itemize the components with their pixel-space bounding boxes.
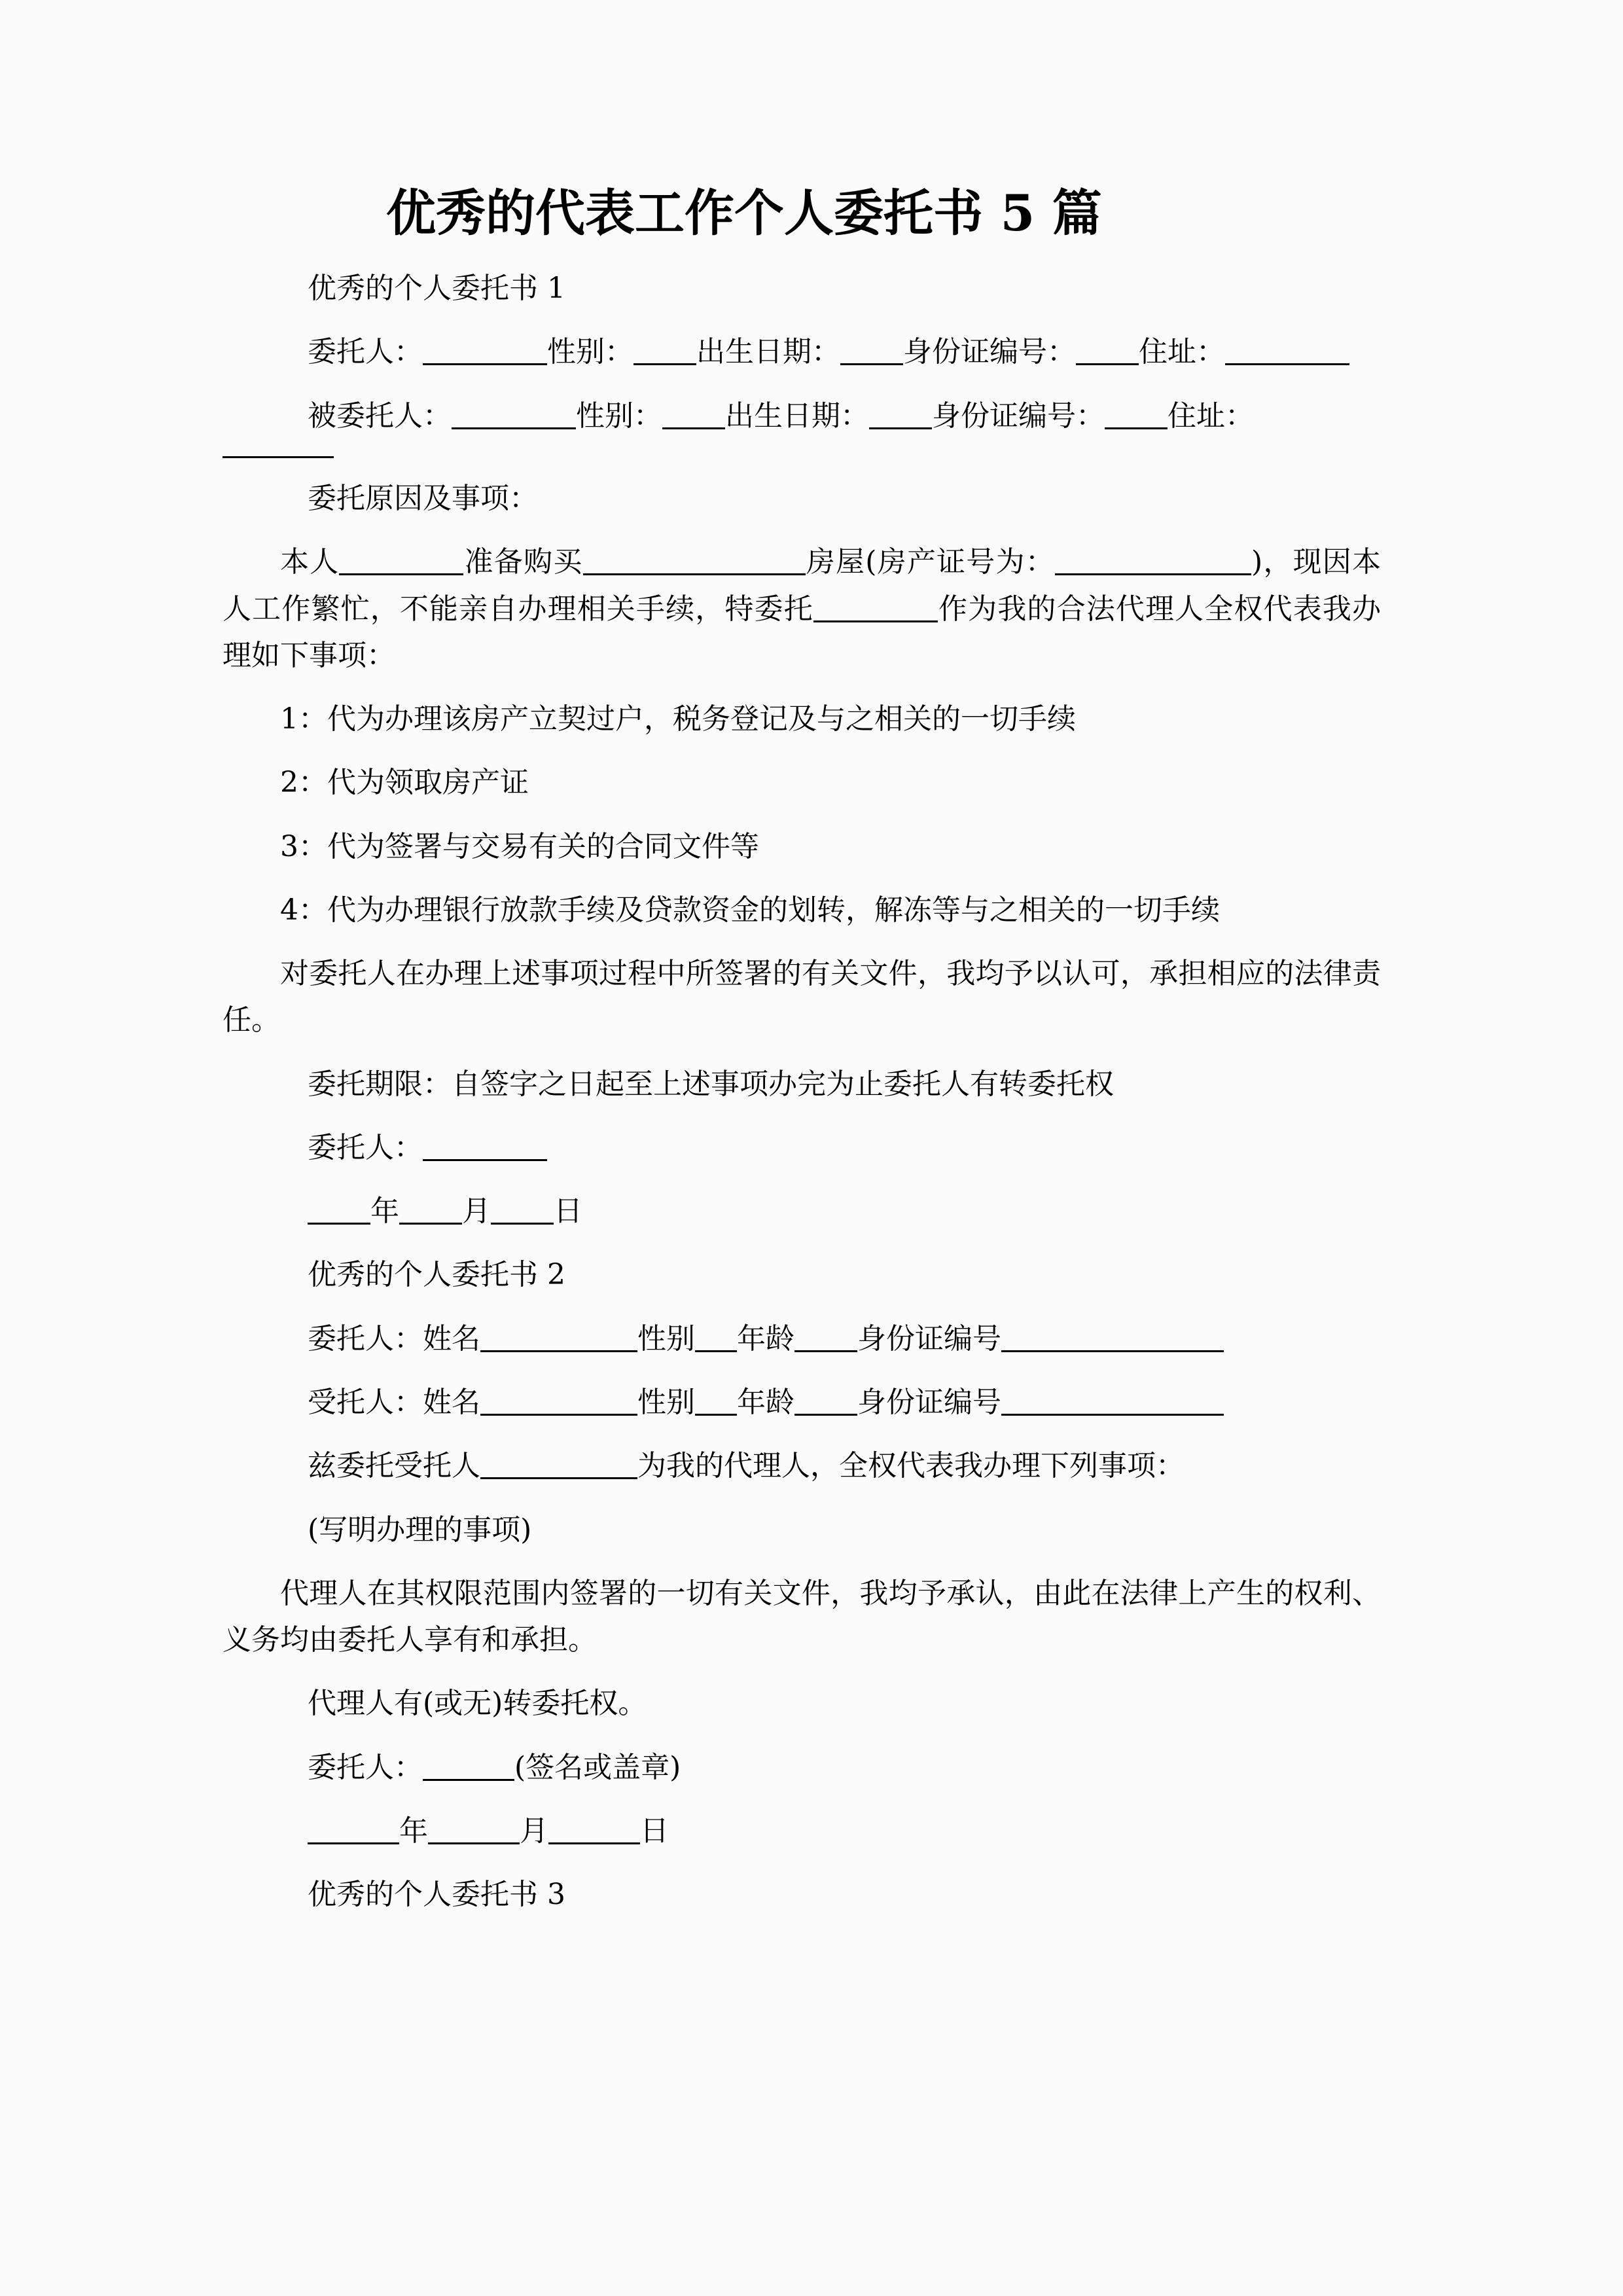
principal-birthdate-blank[interactable] [840,341,903,365]
principal-name-blank-2[interactable] [480,1328,637,1352]
list-item: 3：代为签署与交易有关的合同文件等 [280,829,759,863]
section-3-heading: 优秀的个人委托书 3 [308,1878,565,1912]
trustee-label-2: 受托人：姓名 [308,1385,480,1419]
entrust-text-a: 兹委托受托人 [308,1449,480,1483]
principal-info-row-2 [223,1316,1381,1362]
principal-gender-blank-2[interactable] [695,1328,737,1352]
month-blank-2[interactable] [428,1820,520,1844]
signature-label-2: 委托人： [308,1750,423,1784]
entrust-agent-blank[interactable] [480,1455,637,1479]
day-blank-2[interactable] [548,1820,640,1844]
signature-label: 委托人： [308,1130,423,1164]
reason-text-e: 作为我的合法代理人全权代表我办理如下事项： [223,592,1382,672]
agent-label: 被委托人： [308,399,452,433]
day-label-2: 日 [640,1814,669,1848]
principal-id-blank[interactable] [1076,341,1139,365]
id-label: 身份证编号： [903,335,1076,369]
signature-suffix-2: (签名或盖章) [514,1750,681,1784]
section-2-heading: 优秀的个人委托书 2 [308,1258,565,1292]
agent-info-row-1 [223,393,1381,439]
agent-id-blank[interactable] [1105,405,1168,429]
principal-name-blank[interactable] [423,341,547,365]
confirmation-paragraph-2: 代理人在其权限范围内签署的一切有关文件，我均予承认，由此在法律上产生的权利、义务均由委托人享有和承担。 [223,1576,1381,1657]
term-paragraph: 委托期限：自签字之日起至上述事项办完为止委托人有转委托权 [308,1067,1114,1101]
agent-id-label: 身份证编号： [932,399,1105,433]
reason-text-a: 本人 [280,545,340,579]
principal-id-blank-2[interactable] [1001,1328,1224,1352]
principal-gender-blank[interactable] [633,341,696,365]
agent-gender-blank[interactable] [662,405,725,429]
signature-row-1 [223,1124,1381,1171]
principal-gender-label-2: 性别 [637,1321,695,1355]
page-title: 优秀的代表工作个人委托书 5 篇 [386,184,1102,242]
date-row-2 [223,1808,1381,1854]
principal-age-label-2: 年龄 [737,1321,794,1355]
agent-address-label: 住址： [1168,399,1254,433]
month-label: 月 [462,1194,491,1229]
day-blank[interactable] [491,1200,554,1225]
reason-text-c: 房屋(房产证号为： [805,545,1055,579]
agent-name-blank[interactable] [452,405,576,429]
trustee-info-row-2 [223,1379,1381,1426]
principal-info-row-1 [223,329,1381,375]
month-label-2: 月 [520,1814,548,1848]
principal-age-blank-2[interactable] [794,1328,857,1352]
month-blank[interactable] [399,1200,462,1225]
principal-label-2: 委托人：姓名 [308,1321,480,1355]
signature-blank-2[interactable] [423,1757,514,1781]
buyer-name-blank[interactable] [339,551,463,575]
agent-birthdate-label: 出生日期： [725,399,869,433]
trustee-id-blank-2[interactable] [1001,1391,1224,1416]
reason-text-b: 准备购买 [463,545,583,579]
trustee-age-label-2: 年龄 [737,1385,794,1419]
trustee-gender-label-2: 性别 [637,1385,695,1419]
list-item: 1：代为办理该房产立契过户，税务登记及与之相关的一切手续 [280,702,1076,736]
entrust-row-2 [223,1443,1381,1489]
principal-label: 委托人： [308,335,423,369]
year-blank-2[interactable] [308,1820,399,1844]
signature-row-2 [223,1744,1381,1791]
document-content [223,0,1381,1935]
trustee-age-blank-2[interactable] [794,1391,857,1416]
agent-gender-label: 性别： [576,399,662,433]
delegate-name-blank[interactable] [813,598,938,622]
list-item: 2：代为领取房产证 [280,766,529,800]
section-1-heading: 优秀的个人委托书 1 [308,272,565,306]
year-label: 年 [370,1194,399,1229]
matters-note: (写明办理的事项) [308,1513,532,1547]
trustee-id-label-2: 身份证编号 [857,1385,1001,1419]
entrust-text-b: 为我的代理人，全权代表我办理下列事项： [637,1449,1185,1483]
property-address-blank[interactable] [583,551,806,575]
agent-address-overflow-blank[interactable] [223,456,334,458]
agent-birthdate-blank[interactable] [869,405,932,429]
reason-paragraph [223,539,1381,679]
gender-label: 性别： [547,335,633,369]
address-label: 住址： [1139,335,1225,369]
principal-id-label-2: 身份证编号 [857,1321,1001,1355]
date-row-1 [223,1188,1381,1234]
confirmation-paragraph: 对委托人在办理上述事项过程中所签署的有关文件，我均予以认可，承担相应的法律责任。 [223,957,1381,1037]
trustee-name-blank-2[interactable] [480,1391,637,1416]
property-certificate-blank[interactable] [1055,551,1251,575]
birthdate-label: 出生日期： [696,335,840,369]
year-blank[interactable] [308,1200,370,1225]
principal-address-blank[interactable] [1225,341,1349,365]
signature-blank[interactable] [423,1137,547,1161]
trustee-gender-blank-2[interactable] [695,1391,737,1416]
day-label: 日 [554,1194,582,1229]
reason-text-d: )，现因本人工作繁忙，不能亲自办理相关手续，特委托 [223,545,1382,626]
list-item: 4：代为办理银行放款手续及贷款资金的划转，解冻等与之相关的一切手续 [280,893,1220,927]
sub-delegation-text: 代理人有(或无)转委托权。 [308,1687,647,1721]
reason-heading: 委托原因及事项： [308,481,538,515]
year-label-2: 年 [399,1814,428,1848]
